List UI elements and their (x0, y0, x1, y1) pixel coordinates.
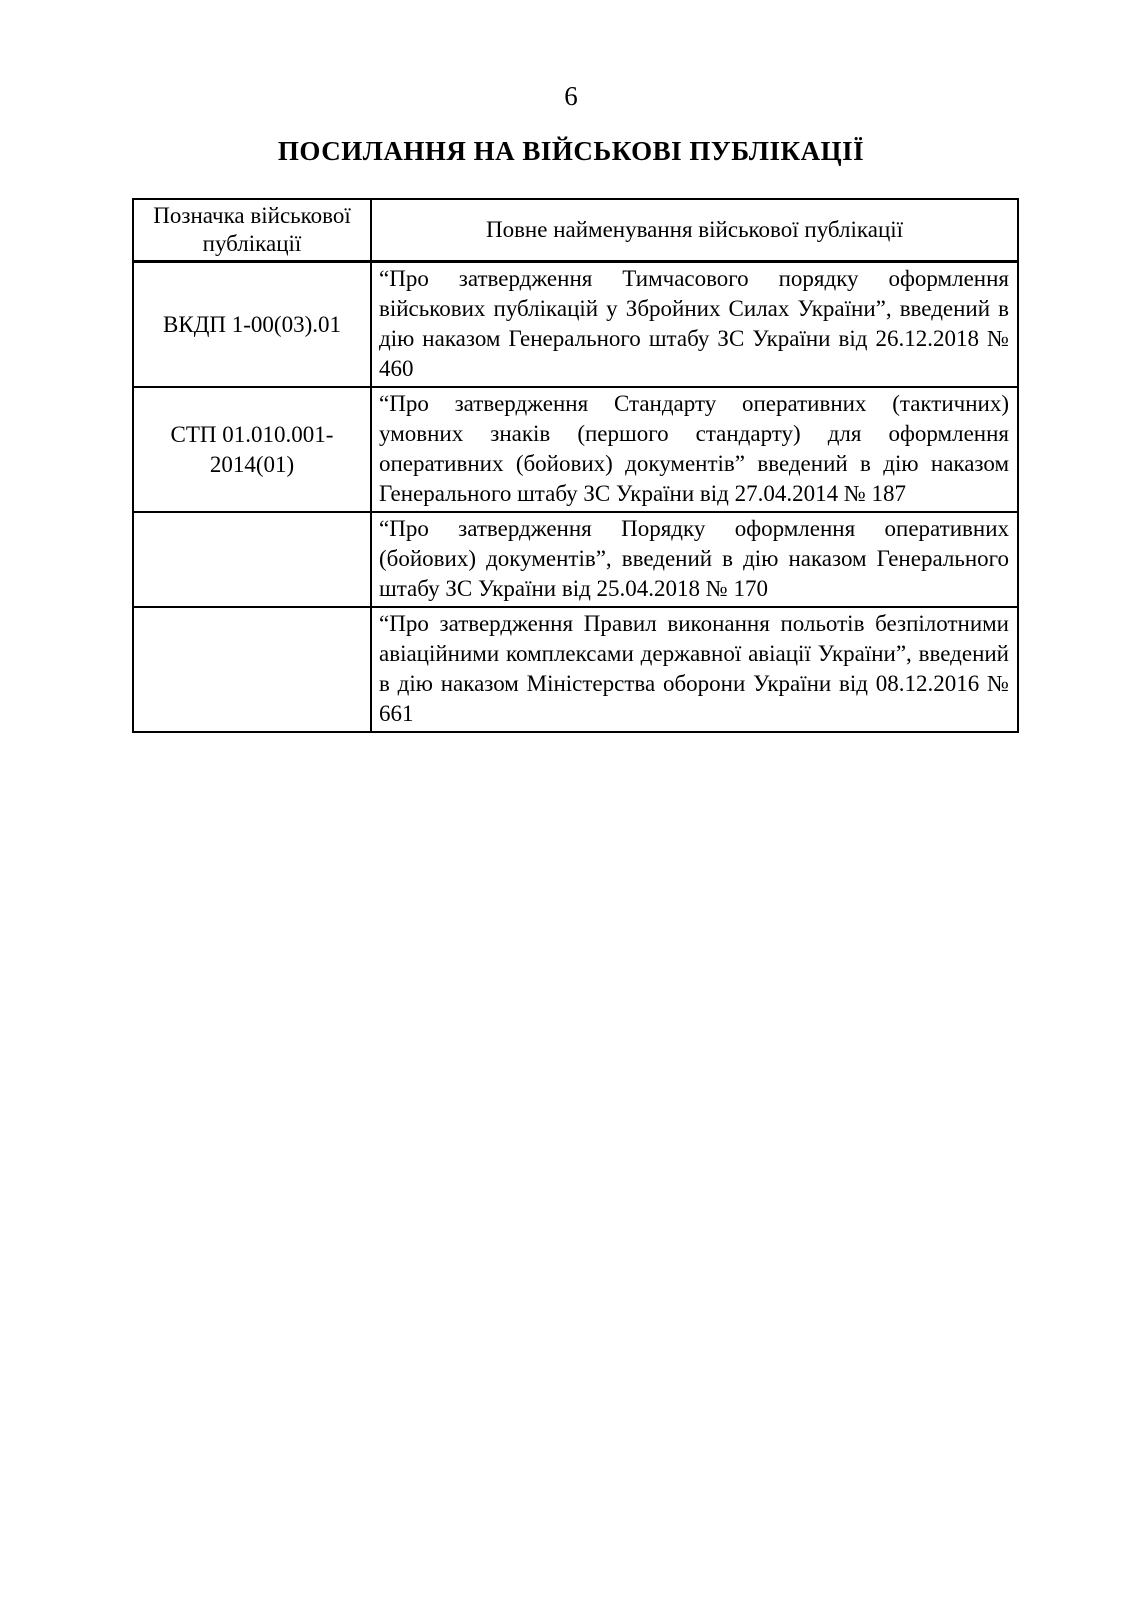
designation-cell (133, 512, 371, 607)
table-row (133, 512, 1018, 607)
table-row (133, 607, 1018, 732)
table-header-row (133, 199, 1018, 262)
table-row (133, 387, 1018, 512)
full-name-cell: “Про затвердження Тимчасового порядку оформлення військових публікацій у Збройних Силах України”, введений в дію наказом Генерального штабу ЗС України від 26.12.2018 № 460 (371, 262, 1018, 388)
designation-cell: ВКДП 1-00(03).01 (133, 262, 371, 388)
header-designation: Позначка військової публікації (133, 199, 371, 262)
table-row (133, 262, 1018, 388)
references-table (132, 198, 1019, 733)
full-name-cell: “Про затвердження Порядку оформлення оперативних (бойових) документів”, введений в дію наказом Генерального штабу ЗС України від 25.04.2018 № 170 (371, 512, 1018, 607)
page-number: 6 (564, 81, 578, 111)
full-name-cell: “Про затвердження Стандарту оперативних (тактичних) умовних знаків (першого стандарту) для оформлення оперативних (бойових) документів” введений в дію наказом Генерального штабу ЗС України від 27.04.2014 № 187 (371, 387, 1018, 512)
designation-cell (133, 607, 371, 732)
full-name-cell: “Про затвердження Правил виконання польотів безпілотними авіаційними комплексами державної авіації України”, введений в дію наказом Міністерства оборони України від 08.12.2016 № 661 (371, 607, 1018, 732)
designation-cell: СТП 01.010.001-2014(01) (133, 387, 371, 512)
page-title: ПОСИЛАННЯ НА ВІЙСЬКОВІ ПУБЛІКАЦІЇ (277, 136, 865, 166)
header-full-name: Повне найменування військової публікації (371, 199, 1018, 262)
